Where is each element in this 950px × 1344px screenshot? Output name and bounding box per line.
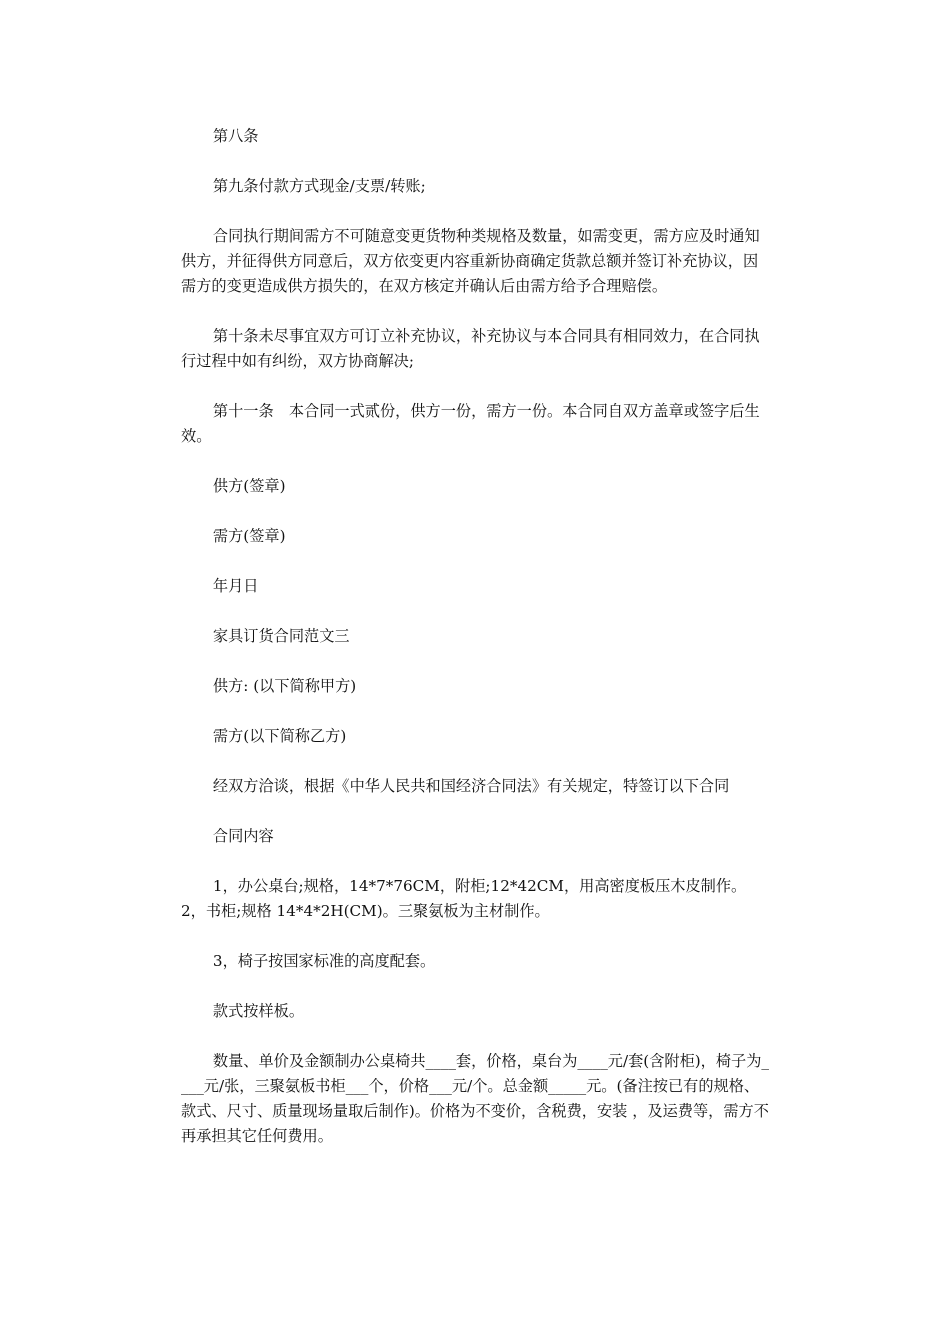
contract-content-heading: 合同内容 [212, 827, 274, 845]
items-1-2-specification: 1，办公桌台;规格，14*7*76CM，附柜;12*42CM，用高密度板压木皮制作。2，书柜;规格 14*4*2H(CM)。三聚氨板为主材制作。 [181, 877, 747, 920]
contract-change-clause: 合同执行期间需方不可随意变更货物种类规格及数量，如需变更，需方应及时通知供方，并征得供方同意后，双方依变更内容重新协商确定货款总额并签订补充协议，因需方的变更造成供方损失的，在双方核定并确认后由需方给予合理赔偿。 [181, 227, 760, 295]
style-sample-line: 款式按样板。 [212, 1002, 305, 1020]
sample-three-title: 家具订货合同范文三 [212, 627, 350, 645]
article-9-payment-method: 第九条付款方式现金/支票/转账; [212, 177, 426, 195]
preamble-paragraph: 经双方洽谈，根据《中华人民共和国经济合同法》有关规定，特签订以下合同 [212, 777, 730, 795]
supplier-signature-line: 供方(签章) [212, 477, 286, 495]
buyer-signature-line: 需方(签章) [212, 527, 286, 545]
date-line: 年月日 [212, 577, 259, 595]
document-body [181, 124, 771, 1174]
article-8-heading: 第八条 [212, 127, 259, 145]
quantity-price-clause: 数量、单价及金额制办公桌椅共____套，价格，桌台为____元/套(含附柜)，椅子为____元/张，三聚氨板书柜___个，价格___元/个。总金额_____元。(备注按已有的规格、款式、尺寸、质量现场量取后制作)。价格为不变价，含税费，安装 ，及运费等，需方不再承担其它任何费用。 [181, 1052, 770, 1145]
party-a-line: 供方: (以下简称甲方) [212, 677, 357, 695]
item-3-chairs: 3，椅子按国家标准的高度配套。 [212, 952, 436, 970]
article-11-copies-effectiveness: 第十一条 本合同一式贰份，供方一份，需方一份。本合同自双方盖章或签字后生效。 [181, 402, 760, 445]
article-10-supplementary-agreement: 第十条未尽事宜双方可订立补充协议，补充协议与本合同具有相同效力，在合同执行过程中如有纠纷，双方协商解决; [181, 327, 760, 370]
party-b-line: 需方(以下简称乙方) [212, 727, 347, 745]
